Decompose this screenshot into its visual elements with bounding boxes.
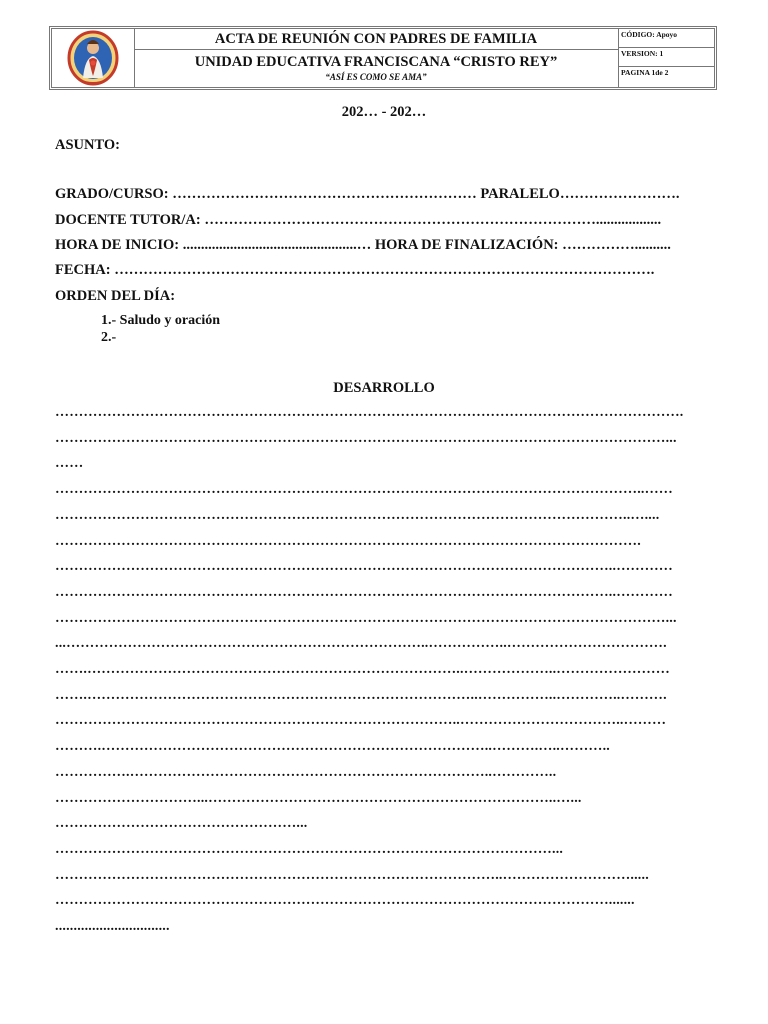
writing-line: ……………………………………………………………………………………………………………. <box>55 533 641 549</box>
page-label: PAGINA 1de 2 <box>621 68 669 77</box>
writing-line: …………………………………………………………………………………..………………………..... <box>55 867 649 883</box>
document-header <box>49 26 717 90</box>
writing-line: …………………………………………………………………………..……………………………..……… <box>55 713 667 729</box>
school-crest-logo <box>67 30 119 86</box>
writing-line: …………………………………………………………………………………………………………………... <box>55 430 677 446</box>
writing-line: ……….………………………………………………………………………..……….…..……….. <box>55 739 610 755</box>
document-control-cell <box>618 29 714 87</box>
agenda-item-1: 1.- Saludo y oración <box>101 313 221 328</box>
school-logo-cell <box>52 29 135 87</box>
writing-line: ……………………………………………………………………………………………………………………. <box>55 405 684 420</box>
writing-line: …………………………………………………………………………………………………………..….... <box>55 507 660 523</box>
desarrollo-heading: DESARROLLO <box>333 380 435 396</box>
institution-name: UNIDAD EDUCATIVA FRANCISCANA “CRISTO REY” <box>194 54 558 70</box>
writing-line: …….………………………………………………………………………..……………..…………..………. <box>55 687 667 703</box>
writing-line: ...…………………………………………………………………..……………..……………………………. <box>55 636 667 652</box>
institution-motto: “ASÍ ES COMO SE AMA” <box>325 72 427 82</box>
writing-line: …………………………………………………………………………………………………………………... <box>55 610 677 626</box>
orden-del-dia-label: ORDEN DEL DÍA: <box>55 288 176 304</box>
writing-line: ……………………………………………………………………………………………... <box>55 841 564 857</box>
version-label: VERSION: 1 <box>618 48 714 67</box>
writing-line: …………………………...………………………………………………………………..…... <box>55 790 582 806</box>
writing-line: ……………………………………………... <box>55 816 308 832</box>
writing-line: ………………………………………………………………………………………………………....... <box>55 893 635 909</box>
writing-line: ............................... <box>55 919 170 934</box>
writing-line: …… <box>55 456 84 472</box>
asunto-label: ASUNTO: <box>55 137 120 153</box>
document-title: ACTA DE REUNIÓN CON PADRES DE FAMILIA <box>134 29 618 50</box>
writing-line: …….……………………………………………………………………..………………..…………………… <box>55 662 670 677</box>
docente-tutor-field: DOCENTE TUTOR/A: ……………………………………………………………………….................. <box>55 212 662 228</box>
writing-line: ………………………………………………………………………………………………………..………… <box>55 559 673 575</box>
codigo-label: CÓDIGO: Apoyo <box>618 29 714 48</box>
writing-line: …………….…………………………………………………………………..………….. <box>55 764 557 780</box>
hora-field: HORA DE INICIO: ................................................… HORA DE FINALIZACIÓN: …………….......... <box>55 237 671 253</box>
writing-line: ……………………………………………………………………………………………………………..…… <box>55 482 673 498</box>
grado-curso-field: GRADO/CURSO: ……………………………………………………… PARALELO……………………. <box>55 186 680 202</box>
school-year: 202… - 202… <box>341 104 427 120</box>
fecha-field: FECHA: …………………………………………………………………………………………………. <box>55 262 655 278</box>
agenda-item-2: 2.- <box>101 330 117 345</box>
header-title-cell <box>134 29 619 87</box>
writing-line: ………………………………………………………………………………………………………..………… <box>55 584 673 600</box>
